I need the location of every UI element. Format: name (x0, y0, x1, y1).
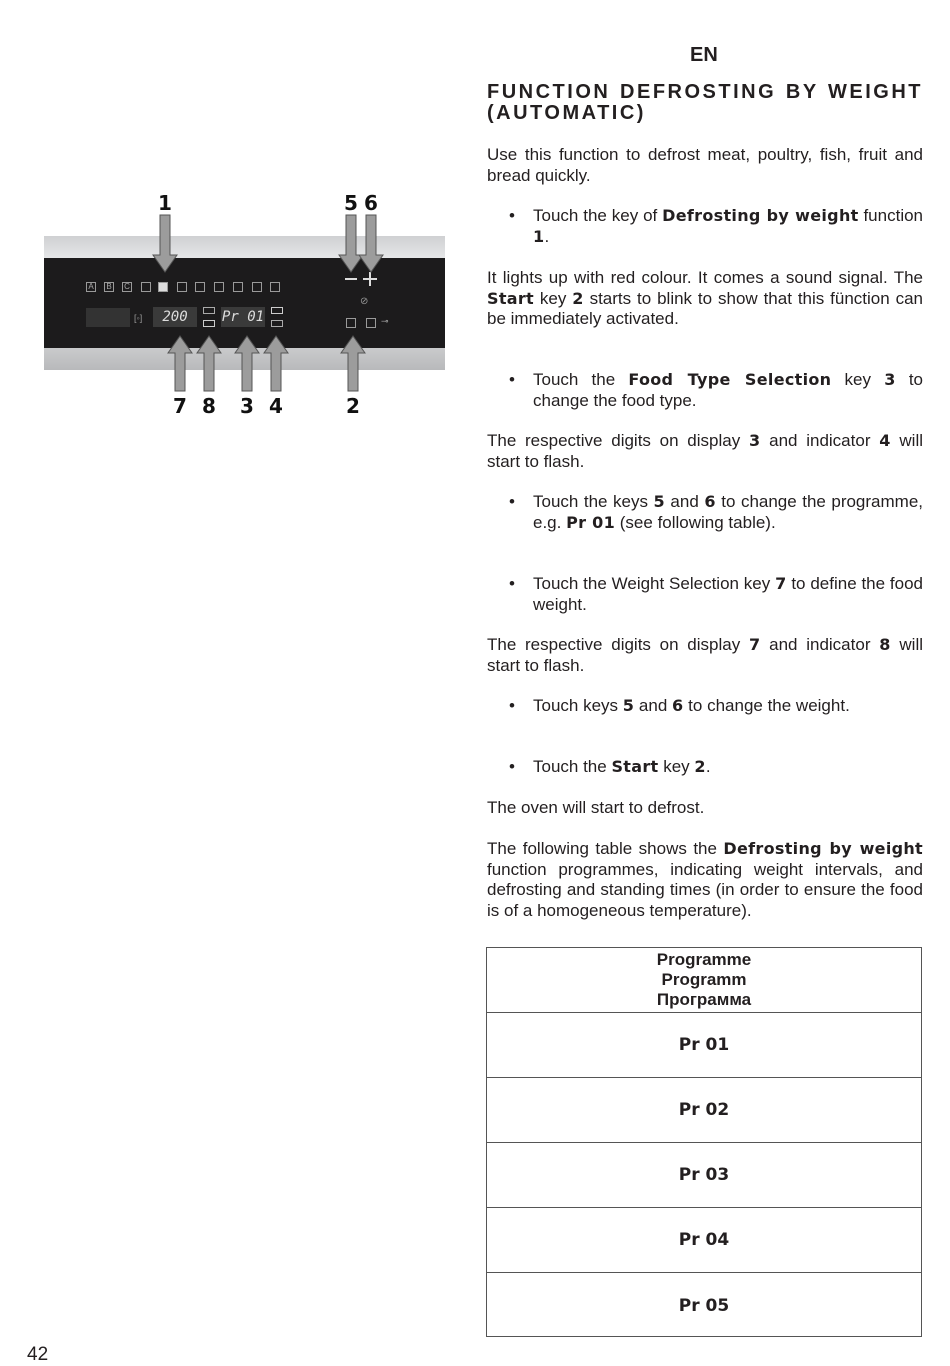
label-5: 5 (344, 191, 358, 215)
fan-off-icon: ⊘ (360, 296, 369, 307)
table-row: Pr 04 (487, 1208, 921, 1273)
key-b: B (104, 282, 114, 292)
title-line-1: FUNCTION DEFROSTING BY WEIGHT (487, 81, 923, 103)
intro-paragraph: Use this function to defrost meat, poultry, fish, fruit and bread quickly. (487, 145, 923, 185)
paragraph-start-defrost: The oven will start to defrost. (487, 798, 705, 817)
language-code: EN (690, 44, 718, 66)
key-a: A (86, 282, 96, 292)
arrow-down-1 (153, 215, 177, 272)
bullet-weight-key: • Touch the Weight Selection key 7 to define the food weight. (509, 574, 923, 614)
bullet-defrost-key: • Touch the key of Defrosting by weight function 1. (509, 206, 923, 246)
label-2: 2 (346, 394, 360, 418)
bullet-food-type: • Touch the Food Type Selection key 3 to change the food type. (509, 370, 923, 410)
table-header: Programme Programm Программа (487, 948, 921, 1013)
programme-display: Pr 01 (221, 309, 265, 325)
table-row: Pr 05 (678, 1295, 730, 1316)
table-row: Pr 01 (487, 1013, 921, 1078)
arrow-up-3 (235, 336, 259, 391)
arrow-up-4 (264, 336, 288, 391)
label-3: 3 (240, 394, 254, 418)
paragraph-display-7: The respective digits on display 7 and indicator 8 will start to flash. (487, 635, 923, 675)
table-row: Pr 03 (487, 1143, 921, 1208)
arrow-down-6 (359, 215, 383, 272)
label-1: 1 (158, 191, 172, 215)
paragraph-display-3: The respective digits on display 3 and indicator 4 will start to flash. (487, 431, 923, 471)
key-c: C (122, 282, 132, 292)
paragraph-table-intro: The following table shows the Defrosting by weight function programmes, indicating weight intervals, and defrosting and standing times (in order to ensure the food is of a homogeneous temperature). (487, 839, 923, 920)
bullet-change-weight: • Touch keys 5 and 6 to change the weight. (509, 696, 850, 715)
weight-icon: [◦] (134, 313, 143, 323)
bullet-change-programme: • Touch the keys 5 and 6 to change the programme, e.g. Pr 01 (see following table). (509, 492, 924, 532)
lock-key-icon: ⊸ (381, 316, 389, 326)
table-row: Pr 02 (487, 1078, 921, 1143)
arrow-up-8 (197, 336, 221, 391)
label-7: 7 (173, 394, 187, 418)
label-4: 4 (269, 394, 283, 418)
label-8: 8 (202, 394, 216, 418)
arrow-up-7 (168, 336, 192, 391)
bullet-start-key: • Touch the Start key 2. (509, 757, 711, 776)
title-line-2: (AUTOMATIC) (487, 102, 646, 124)
arrow-up-2 (341, 336, 365, 391)
page-number: 42 (27, 1344, 49, 1365)
paragraph-start-key: It lights up with red colour. It comes a sound signal. The Start key 2 starts to blink to show that this fünction can be immediately activated. (487, 268, 923, 328)
arrow-down-5 (339, 215, 363, 272)
label-6: 6 (364, 191, 378, 215)
weight-display: 200 (153, 307, 197, 327)
